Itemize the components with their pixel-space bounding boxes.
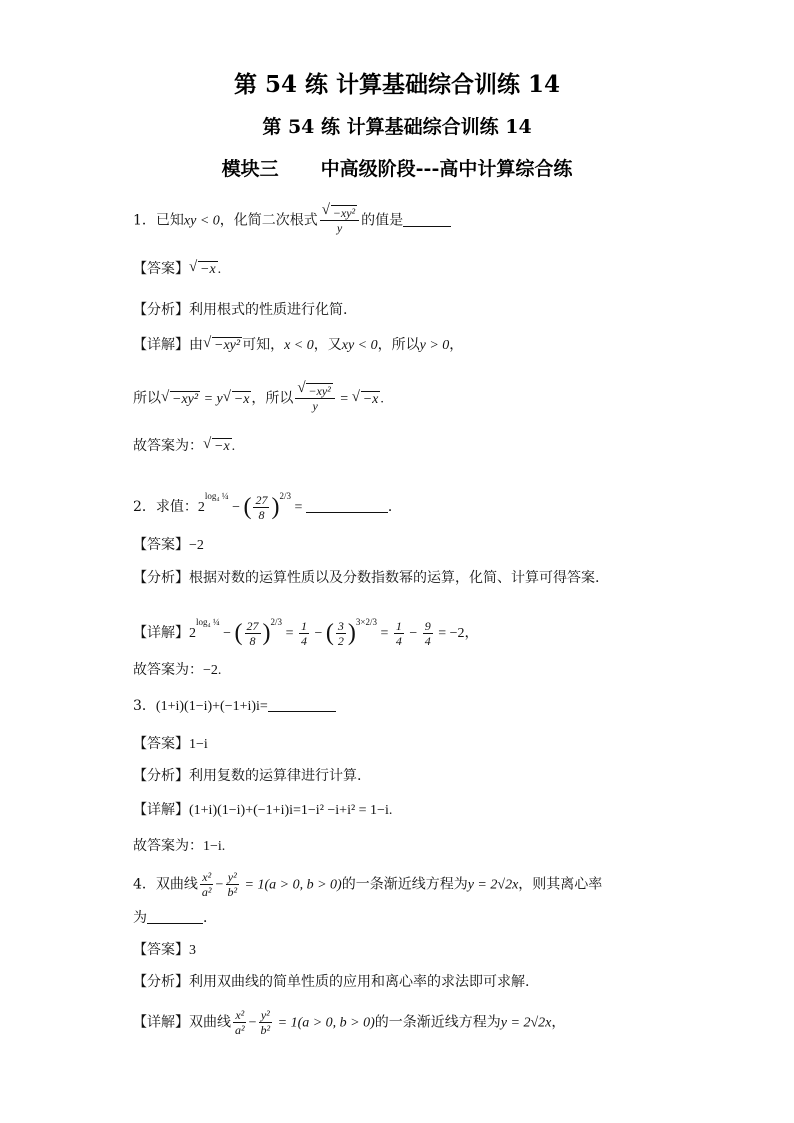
q4-a2: a² [201,885,212,899]
q1-prefix: 1．已知 [133,212,184,229]
q3-blank [268,697,336,712]
q3-expr: (1+i)(1−i)+(−1+i)i= [155,699,268,714]
q1-d2e: ，所以 [251,390,294,407]
q1-d1i: ， [449,337,464,353]
answer-label: 【答案】 [133,261,189,277]
q4-answer [133,940,196,961]
detail-label: 【详解】 [133,337,189,353]
q1-d1e: ，又 [313,337,342,353]
q2-d-fraction [245,619,261,648]
q1-conclusion-value: −x [214,439,230,454]
q1-analysis [133,300,347,320]
q4-end: ． [203,910,217,926]
q3-analysis [133,766,361,786]
q4-d-asym: y = 2√2x [500,1015,552,1031]
q1-detail-2 [133,384,384,413]
q1-d2g: y [312,399,318,413]
q4-y2: y² [227,870,237,884]
q3-detail-text: (1+i)(1−i)+(−1+i)i=1−i² −i+i² = 1−i. [189,803,393,818]
q3-answer [133,734,208,755]
q2-d-f2d: 2 [337,633,344,648]
q2-detail: 【详解】$2^{log_4 \frac{1}{4}}$ − ( $\frac{27}{8}$ )$^{2/3}$ = $\frac{1}{4}$ − ( $\frac{3}{2}$ )$^{3\times 2/3}$ = $\frac{1}{4}$ − $\frac{9}{4}$ = −2， [133,617,479,648]
q4-asym: y = 2√2x [467,877,519,893]
q2-question: 2．求值：$2^{log_4 \frac{1}{4}}$ − ( $\frac{27}{8}$ )$^{2/3}$ = ． [133,491,402,522]
q2-d-r2d: 4 [424,633,431,648]
q2-d-quarter [299,619,309,648]
q4-d-b2: b² [260,1023,271,1037]
q4-b2: b² [227,885,238,899]
q2-d-q2: 4 [300,633,307,648]
answer-label: 【答案】 [133,942,189,958]
q2-d-power: 2/3 [270,617,283,627]
q2-fraction [253,493,269,522]
q1-conclusion [133,436,235,457]
q1-d2d: −x [233,391,250,407]
q1-fraction [320,206,359,235]
q2-d-three-halves [336,619,346,648]
q3-conclusion-value: 1−i. [203,839,226,854]
q1-d1c: 可知， [242,337,285,353]
q4-d-x2: x² [235,1008,245,1022]
answer-label: 【答案】 [133,537,189,553]
q4-answer-value: 3 [189,943,196,958]
module-left: 模块三 [221,158,279,180]
q1-d1d: x < 0 [284,338,314,353]
q3-conclusion [133,836,225,857]
q2-conclusion-value: −2. [203,663,222,678]
q4-mid: 的一条渐近线方程为 [341,876,468,893]
q2-d-r1 [394,619,404,648]
analysis-label: 【分析】 [133,768,189,784]
q2-d-r1d: 4 [395,633,402,648]
q4-prefix: 4．双曲线 [133,876,198,893]
q1-answer-value: −x [200,262,216,277]
q2-answer-value: −2 [189,538,204,553]
q2-d-r2n: 9 [424,618,431,633]
q2-minus: − [228,500,244,515]
q1-d1b: −xy² [214,338,241,353]
q1-frac-den: y [336,221,343,235]
module-right: 中高级阶段---高中计算综合练 [320,158,573,180]
q4-eq-cond: = 1(a > 0, b > 0) [241,877,342,893]
answer-label: 【答案】 [133,736,189,752]
q4-question-line1: 4．双曲线 $\frac{\text{x²}}{\text{a²}}$ − $\frac{\text{y²}}{\text{b²}}$ = 1(a > 0, b > 0)的一条渐近线方程为y = 2√2x，则其离心率 [133,870,603,899]
q4-d-y-frac [259,1008,273,1037]
detail-label: 【详解】 [133,1014,189,1031]
q4-suffix: ，则其离心率 [518,876,603,893]
q4-detail: 【详解】双曲线 $\frac{\text{x²}}{\text{a²}}$ − $\frac{\text{y²}}{\text{b²}}$ = 1(a > 0, b > 0)的一条渐近线方程为y = 2√2x， [133,1008,566,1037]
q1-suffix: 的值是 [361,212,404,229]
q4-d-y2: y² [260,1008,270,1022]
q2-d-frac-den: 8 [249,633,256,648]
q2-d-eq2: = [376,626,392,641]
q4-d-mid: 的一条渐近线方程为 [374,1014,501,1031]
q2-blank [306,498,388,513]
q1-d2i: −x [362,391,379,407]
q1-analysis-text: 利用根式的性质进行化简. [189,302,348,318]
q4-question-line2 [133,908,217,928]
q1-d2j: . [380,391,384,407]
q4-y-frac [225,870,239,899]
q2-answer [133,535,204,556]
q2-conclusion [133,660,221,681]
q3-question [133,696,336,717]
analysis-label: 【分析】 [133,570,189,586]
q1-cond: xy < 0 [183,213,220,229]
q2-d-minus: − [219,626,235,641]
q4-analysis [133,972,529,992]
q2-log-exp: log₄ ¼ [204,491,229,501]
q1-d2h: = [336,391,352,407]
q2-frac-num: 27 [255,492,268,507]
q1-d2c: = y [200,391,223,407]
q3-analysis-text: 利用复数的运算律进行计算. [189,768,362,784]
q4-detail-a: 双曲线 [189,1014,231,1031]
q2-d-minus2: − [310,626,326,641]
q2-d-r2 [423,619,433,648]
q4-d-eq-cond: = 1(a > 0, b > 0) [274,1015,375,1031]
q1-d2f: −xy² [308,384,331,398]
q2-d-f2n: 3 [337,618,344,633]
q1-d2b: −xy² [172,391,199,407]
detail-label: 【详解】 [133,802,189,818]
q2-d-p2: 3×2/3 [355,617,377,627]
q2-d-frac-num: 27 [246,618,259,633]
q1-detail-1 [133,335,463,356]
q4-detail-end: ， [551,1014,566,1031]
analysis-label: 【分析】 [133,302,189,318]
q4-analysis-text: 利用双曲线的简单性质的应用和离心率的求法即可求解. [189,974,530,990]
q2-base: 2 [197,500,205,515]
q3-detail [133,800,392,821]
q1-conclusion-end: . [231,439,236,454]
q3-prefix: 3． [133,698,156,714]
q4-d-x-frac [233,1008,247,1037]
q2-analysis [133,568,599,588]
q4-blank [147,909,203,924]
q4-x-frac [200,870,214,899]
conclusion-label: 故答案为： [133,662,203,678]
q2-prefix: 2．求值： [133,499,198,515]
q1-answer: 【答案】√ −x . [133,259,221,280]
detail-label: 【详解】 [133,625,189,641]
q1-d1f: xy < 0 [341,338,378,353]
q2-d-base: 2 [189,626,196,641]
q1-d1h: y > 0 [419,338,450,353]
q1-mid: ，化简二次根式 [219,212,318,229]
q2-d-q1: 1 [300,618,307,633]
q2-d-log-exp: log₄ ¼ [196,617,220,627]
q1-question [133,206,451,235]
module-title [0,154,794,181]
q2-suffix: = [290,500,306,515]
conclusion-label: 故答案为： [133,438,203,454]
q2-power: 2/3 [279,491,291,501]
q4-x2: x² [202,870,212,884]
q3-answer-value: 1−i [189,737,208,752]
conclusion-label: 故答案为： [133,838,203,854]
q4-line2: 为 [133,910,147,926]
q2-analysis-text: 根据对数的运算性质以及分数指数幂的运算，化简、计算可得答案. [189,570,600,586]
q2-d-eq1: = [282,626,297,641]
sub-title: 第 54 练 计算基础综合训练 14 [262,116,532,138]
q1-d1a: 由 [189,337,203,353]
q2-d-r1n: 1 [395,618,402,633]
q1-d2-fraction [295,384,334,413]
analysis-label: 【分析】 [133,974,189,990]
q4-d-a2: a² [235,1023,245,1037]
q2-d-eq3: = −2， [434,626,479,641]
q1-d2a: 所以 [133,390,161,407]
q1-frac-num: −xy² [332,206,356,220]
main-title: 第 54 练 计算基础综合训练 14 [233,71,561,98]
q2-frac-den: 8 [258,507,265,522]
q1-d1g: ，所以 [377,337,420,353]
q1-blank [403,212,451,227]
q2-end: ． [387,499,402,515]
